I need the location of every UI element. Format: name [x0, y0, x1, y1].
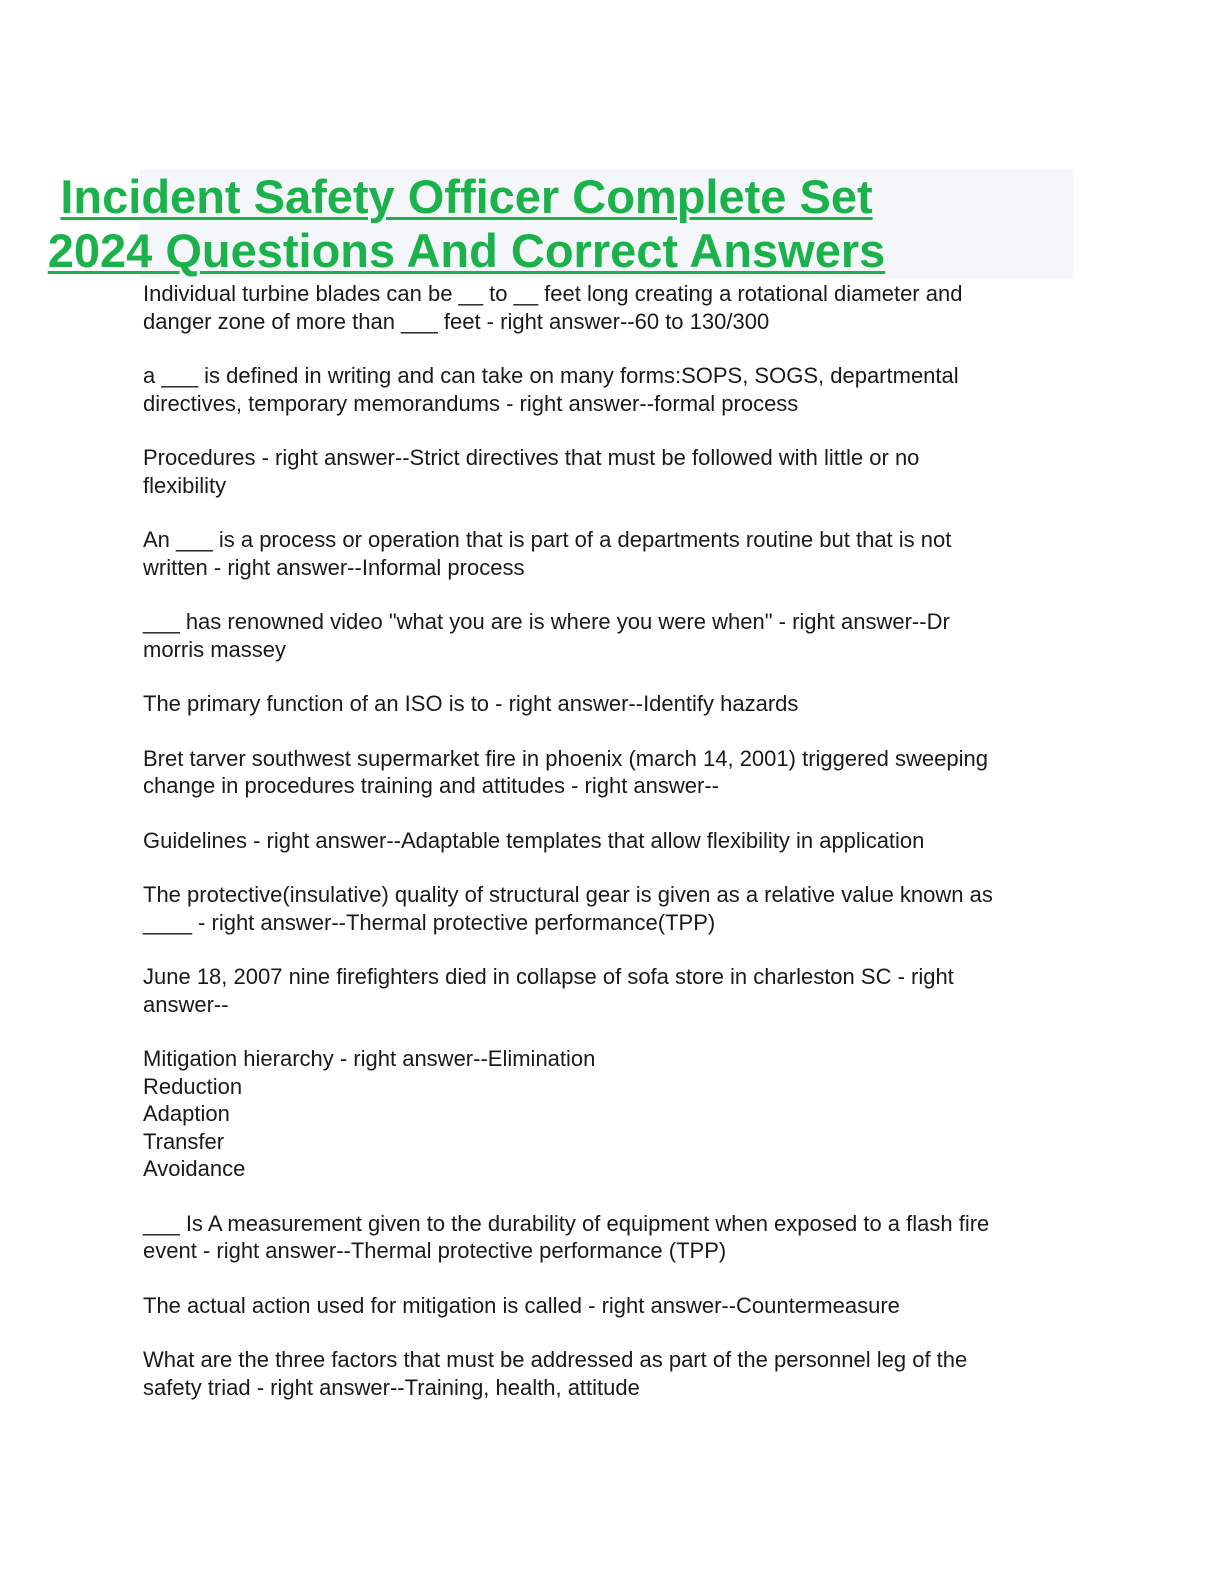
qa-item-line: Procedures - right answer--Strict directives that must be followed with little or no: [143, 445, 920, 470]
qa-item: [143, 362, 1078, 417]
qa-item-line: Adaption: [143, 1101, 230, 1126]
qa-item: [143, 526, 1078, 581]
qa-item-line: answer--: [143, 991, 229, 1017]
qa-item-line: The actual action used for mitigation is called - right answer--Countermeasure: [143, 1292, 900, 1318]
qa-item-line: morris massey: [143, 636, 287, 662]
document-title-line-1: Incident Safety Officer Complete Set: [60, 170, 873, 223]
qa-item: [143, 1292, 1078, 1320]
qa-item: [143, 444, 1078, 499]
qa-item-line: Transfer: [143, 1128, 225, 1154]
qa-item: [143, 280, 1078, 335]
qa-item-line: What are the three factors that must be addressed as part of the personnel leg of the: [143, 1347, 968, 1372]
qa-item: [143, 690, 1078, 718]
qa-item: [143, 881, 1078, 936]
qa-item-line: An ___ is a process or operation that is part of a departments routine but that is not: [143, 527, 952, 552]
qa-item-line: a ___ is defined in writing and can take on many forms:SOPS, SOGS, departmental: [143, 363, 959, 388]
qa-item-line: ___ has renowned video "what you are is where you were when" - right answer--Dr: [143, 609, 950, 634]
qa-item: [143, 827, 1078, 855]
qa-item-line: The protective(insulative) quality of structural gear is given as a relative value known as: [143, 882, 993, 907]
qa-item-line: Bret tarver southwest supermarket fire in phoenix (march 14, 2001) triggered sweeping: [143, 745, 988, 771]
qa-item-line: directives, temporary memorandums - right answer--formal process: [143, 390, 799, 416]
qa-item-line: Individual turbine blades can be __ to __ feet long creating a rotational diameter and: [143, 281, 963, 306]
qa-list: [143, 280, 1078, 1428]
qa-item-line: danger zone of more than ___ feet - right answer--60 to 130/300: [143, 308, 770, 334]
qa-item: [143, 1045, 1078, 1183]
qa-item-line: event - right answer--Thermal protective performance (TPP): [143, 1238, 727, 1263]
document-title-line-2: 2024 Questions And Correct Answers: [47, 224, 886, 277]
qa-item-line: ____ - right answer--Thermal protective performance(TPP): [143, 909, 716, 935]
qa-item-line: flexibility: [143, 472, 227, 498]
qa-item-line: safety triad - right answer--Training, health, attitude: [143, 1374, 640, 1400]
qa-item-line: written - right answer--Informal process: [143, 554, 525, 580]
qa-item-line: June 18, 2007 nine firefighters died in collapse of sofa store in charleston SC - right: [143, 964, 954, 989]
qa-item-line: ___ Is A measurement given to the durability of equipment when exposed to a flash fire: [143, 1210, 990, 1236]
qa-item: [143, 1346, 1078, 1401]
qa-item-line: The primary function of an ISO is to - right answer--Identify hazards: [143, 691, 799, 716]
qa-item-line: Avoidance: [143, 1156, 246, 1181]
qa-item-line: Guidelines - right answer--Adaptable templates that allow flexibility in application: [143, 827, 925, 853]
qa-item-line: Mitigation hierarchy - right answer--Elimination: [143, 1046, 596, 1071]
qa-item: [143, 608, 1078, 663]
qa-item: [143, 963, 1078, 1018]
qa-item-line: change in procedures training and attitudes - right answer--: [143, 773, 719, 798]
qa-item: [143, 745, 1078, 800]
qa-item-line: Reduction: [143, 1073, 243, 1099]
qa-item: [143, 1210, 1078, 1265]
